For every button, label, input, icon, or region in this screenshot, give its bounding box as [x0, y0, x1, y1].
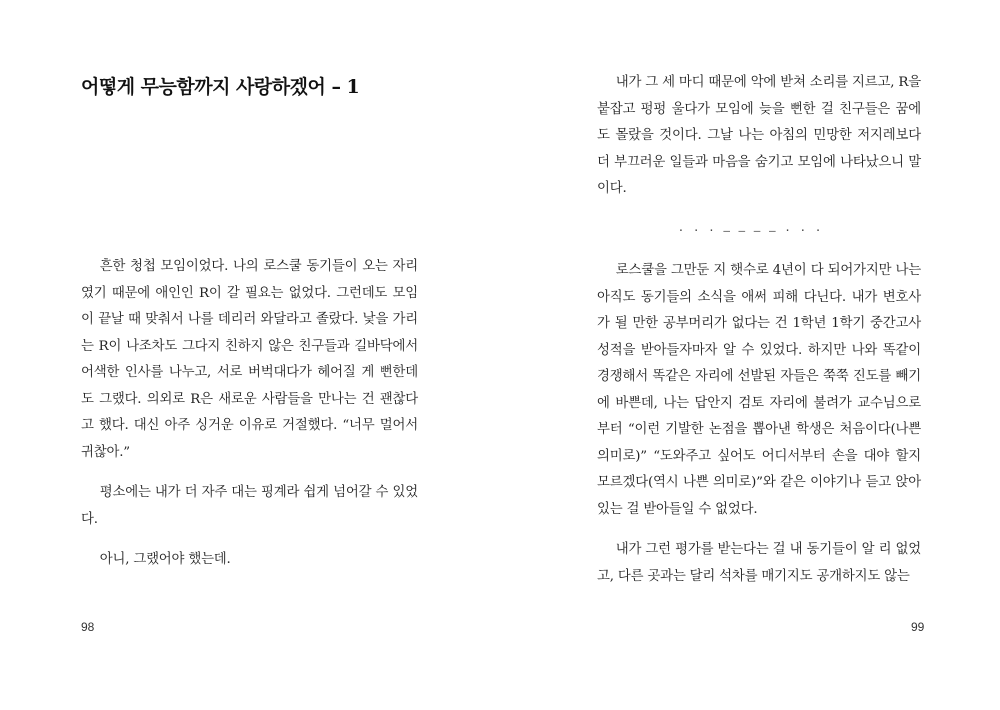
paragraph: 내가 그 세 마디 때문에 악에 받쳐 소리를 지르고, R을 붙잡고 펑펑 울다가 모임에 늦을 뻔한 걸 친구들은 꿈에도 몰랐을 것이다. 그날 나는 아침의 민망한 저지레보다 더 부끄러운 일들과 마음을 숨기고 모임에 나타났으니 말이다.	[597, 75, 921, 196]
right-page	[500, 0, 1000, 710]
chapter-title: 어떻게 무능함까지 사랑하겠어 – 1	[81, 76, 360, 98]
paragraph: 아니, 그랬어야 했는데.	[99, 552, 231, 567]
paragraph: 흔한 청첩 모임이었다. 나의 로스쿨 동기들이 오는 자리였기 때문에 애인인 R이 갈 필요는 없었다. 그런데도 모임이 끝날 때 맞춰서 나를 데리러 와달라고 졸랐다. 낯을 가리는 R이 나조차도 그다지 친하지 않은 친구들과 길바닥에서 어색한 인사를 나누고, 서로 버벅대다가 헤어질 게 뻔한데도 그랬다. 의외로 R은 새로운 사람들을 만나는 건 괜찮다고 했다. 대신 아주 싱거운 이유로 거절했다. “너무 멀어서 귀찮아.”	[81, 259, 418, 460]
paragraph: 내가 그런 평가를 받는다는 걸 내 동기들이 알 리 없었고, 다른 곳과는 달리 석차를 매기지도 공개하지도 않는	[597, 542, 921, 584]
paragraph: 로스쿨을 그만둔 지 햇수로 4년이 다 되어가지만 나는 아직도 동기들의 소식을 애써 피해 다닌다. 내가 변호사가 될 만한 공부머리가 없다는 건 1학년 1학기 중간고사 성적을 받아들자마자 알 수 있었다. 하지만 나와 똑같이 경쟁해서 똑같은 자리에 선발된 자들은 쭉쭉 진도를 빼기에 바쁜데, 나는 답안지 검토 자리에 불려가 교수님으로부터 “이런 기발한 논점을 뽑아낸 학생은 처음이다(나쁜 의미로)” “도와주고 싶어도 어디서부터 손을 대야 할지 모르겠다(역시 나쁜 의미로)”와 같은 이야기나 듣고 앉아 있는 걸 받아들일 수 없었다.	[597, 263, 921, 517]
right-page-body-top	[597, 70, 921, 203]
left-page-body	[81, 254, 418, 574]
section-separator: · · · – – – – · · ·	[677, 224, 823, 237]
right-page-body-bottom	[597, 258, 921, 590]
paragraph: 평소에는 내가 더 자주 대는 핑계라 쉽게 넘어갈 수 있었다.	[81, 485, 418, 527]
page-number-left: 98	[81, 620, 95, 634]
page-number-right: 99	[911, 620, 925, 634]
